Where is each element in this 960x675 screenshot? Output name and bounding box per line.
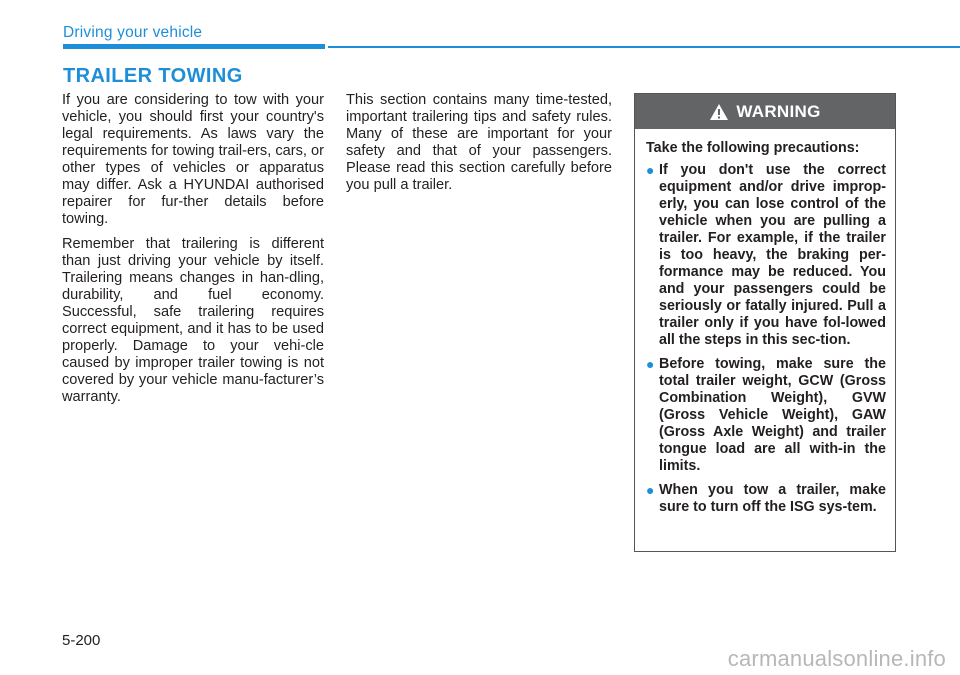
- warning-item-text: If you don't use the correct equipment and/or drive improp-erly, you can lose control of the vehicle when you are pulling a trailer. For example, if the trailer is too heavy, the braking per-formance may be reduced. You and your passengers could be seriously or fatally injured. Pull a trailer only if you have fol-lowed all the steps in this sec-tion.: [659, 162, 886, 348]
- left-paragraph-1: If you are considering to tow with your vehicle, you should first your country's legal requirements. As laws vary the requirements for towing trail-ers, cars, or other types of vehicles or apparatus may differ. Ask a HYUNDAI authorised repairer for fur-ther details before towing.: [62, 92, 324, 227]
- warning-item: [646, 482, 886, 516]
- middle-paragraph-1: This section contains many time-tested, important trailering tips and safety rules. Many of these are important for your safety and that of your passengers. Please read this section carefully before you pull a trailer.: [346, 92, 612, 193]
- warning-item: [646, 356, 886, 475]
- bullet-icon: ●: [646, 162, 655, 178]
- warning-list: [646, 162, 886, 516]
- section-title: TRAILER TOWING: [63, 65, 243, 87]
- watermark: carmanualsonline.info: [727, 646, 946, 671]
- warning-heading: WARNING: [736, 101, 821, 121]
- header-bar-thick: [63, 44, 325, 49]
- bullet-icon: ●: [646, 356, 655, 372]
- left-column: [62, 92, 324, 414]
- warning-header: [635, 94, 895, 129]
- warning-intro: Take the following precautions:: [646, 140, 860, 156]
- header-bar-thin: [328, 46, 960, 48]
- warning-item-text: When you tow a trailer, make sure to turn off the ISG sys-tem.: [659, 482, 886, 515]
- left-paragraph-2: Remember that trailering is different than just driving your vehicle by itself. Trailering means changes in han-dling, durability, and fuel economy. Successful, safe trailering requires correct equipment, and it has to be used properly. Damage to your vehi-cle caused by improper trailer towing is not covered by your vehicle manu-facturer’s warranty.: [62, 236, 324, 405]
- warning-box: [634, 93, 896, 552]
- page-number: 5-200: [62, 632, 101, 649]
- middle-column: [346, 92, 612, 202]
- header-section-label: Driving your vehicle: [63, 24, 203, 41]
- warning-item: [646, 162, 886, 349]
- warning-item-text: Before towing, make sure the total trailer weight, GCW (Gross Combination Weight), GVW (Gross Vehicle Weight), GAW (Gross Axle Weight) and trailer tongue load are all with-in the limits.: [659, 356, 886, 474]
- bullet-icon: ●: [646, 482, 655, 498]
- warning-triangle-icon: [709, 103, 729, 121]
- warning-body: [635, 129, 895, 516]
